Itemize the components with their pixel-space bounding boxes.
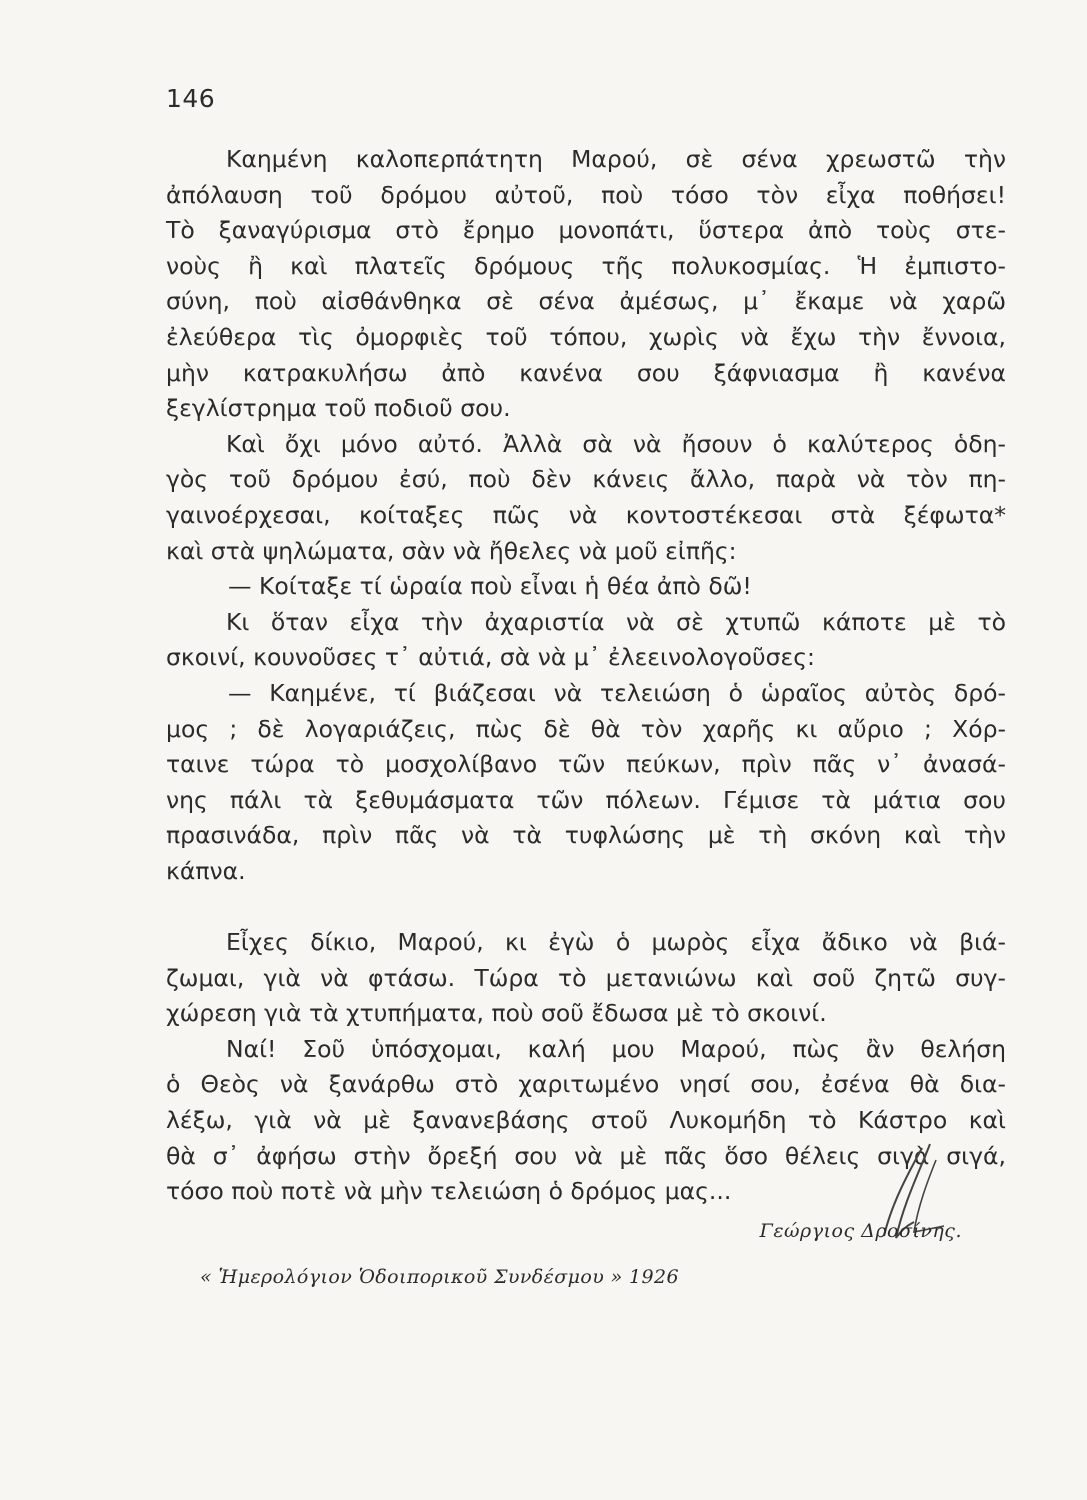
text-line: καὶ στὰ ψηλώματα, σὰν νὰ ἤθελες νὰ μοῦ εἰπῆς: xyxy=(166,536,737,565)
text-line: κάπνα. xyxy=(166,856,246,885)
text-line: Καημένη καλοπερπάτητη Μαρού, σὲ σένα χρεωστῶ τὴν xyxy=(226,145,1006,173)
text-line: Ναί! Σοῦ ὑπόσχομαι, καλή μου Μαρού, πὼς ἂν θελήση xyxy=(226,1034,1006,1063)
text-line: γαινοέρχεσαι, κοίταξες πῶς νὰ κοντοστέκεσαι στὰ ξέφωτα* xyxy=(166,500,1006,529)
text-line: ζωμαι, γιὰ νὰ φτάσω. Τώρα τὸ μετανιώνω καὶ σοῦ ζητῶ συγ- xyxy=(166,963,1006,992)
text-line: γὸς τοῦ δρόμου ἐσύ, ποὺ δὲν κάνεις ἄλλο, παρὰ νὰ τὸν πη- xyxy=(166,465,1006,494)
text-line: ὁ Θεὸς νὰ ξανάρθω στὸ χαριτωμένο νησί σου, ἐσένα θὰ δια- xyxy=(166,1070,1006,1099)
paragraph-gap xyxy=(166,889,1006,925)
text-line: θὰ σ᾿ ἀφήσω στὴν ὄρεξή σου νὰ μὲ πᾶς ὅσο θέλεις σιγὰ σιγά, xyxy=(166,1141,1006,1170)
text-line: ἀπόλαυση τοῦ δρόμου αὐτοῦ, ποὺ τόσο τὸν εἶχα ποθήσει! xyxy=(166,180,1006,209)
text-line: — Κοίταξε τί ὡραία ποὺ εἶναι ἡ θέα ἀπὸ δῶ! xyxy=(228,572,752,601)
text-line: σύνη, ποὺ αἰσθάνθηκα σὲ σένα ἀμέσως, μ᾿ ἔκαμε νὰ χαρῶ xyxy=(166,287,1006,316)
text-line: νοὺς ἢ καὶ πλατεῖς δρόμους τῆς πολυκοσμίας. Ἡ ἐμπιστο- xyxy=(166,251,1006,280)
text-line: Τὸ ξαναγύρισμα στὸ ἔρημο μονοπάτι, ὕστερα ἀπὸ τοὺς στε- xyxy=(166,216,1006,245)
text-line: πρασινάδα, πρὶν πᾶς νὰ τὰ τυφλώσης μὲ τὴ σκόνη καὶ τὴν xyxy=(166,821,1006,850)
text-line: μος ; δὲ λογαριάζεις, πὼς δὲ θὰ τὸν χαρῆς κι αὔριο ; Χόρ- xyxy=(166,714,1006,743)
text-line: Εἶχες δίκιο, Μαρού, κι ἐγὼ ὁ μωρὸς εἶχα ἄδικο νὰ βιά- xyxy=(226,928,1006,957)
text-line: ξεγλίστρημα τοῦ ποδιοῦ σου. xyxy=(166,394,511,423)
text-line: Καὶ ὄχι μόνο αὐτό. Ἀλλὰ σὰ νὰ ἤσουν ὁ καλύτερος ὁδη- xyxy=(226,429,1006,458)
page-number: 146 xyxy=(166,84,216,113)
text-line: Κι ὅταν εἶχα τὴν ἀχαριστία νὰ σὲ χτυπῶ κάποτε μὲ τὸ xyxy=(226,607,1006,636)
text-line: λέξω, γιὰ νὰ μὲ ξανανεβάσης στοῦ Λυκομήδη τὸ Κάστρο καὶ xyxy=(166,1106,1006,1135)
text-line: — Καημένε, τί βιάζεσαι νὰ τελειώση ὁ ὡραῖος αὐτὸς δρό- xyxy=(228,678,1006,707)
text-line: μὴν κατρακυλήσω ἀπὸ κανένα σου ξάφνιασμα ἢ κανένα xyxy=(166,358,1006,387)
text-line: ἐλεύθερα τὶς ὀμορφιὲς τοῦ τόπου, χωρὶς νὰ ἔχω τὴν ἔννοια, xyxy=(166,322,1006,351)
signature-block xyxy=(600,1180,980,1260)
text-line: σκοινί, κουνοῦσες τ᾿ αὐτιά, σὰ νὰ μ᾿ ἐλεεινολογοῦσες: xyxy=(166,643,815,672)
text-line: χώρεση γιὰ τὰ χτυπήματα, ποὺ σοῦ ἔδωσα μὲ τὸ σκοινί. xyxy=(166,999,827,1028)
signature-author: Γεώργιος Δροσίνης. xyxy=(759,1220,962,1242)
body-text xyxy=(166,142,1006,1210)
text-line: ταινε τώρα τὸ μοσχολίβανο τῶν πεύκων, πρὶν πᾶς ν᾿ ἀνασά- xyxy=(166,750,1006,779)
source-citation: « Ἡμερολόγιον Ὁδοιπορικοῦ Συνδέσμου » 1926 xyxy=(200,1266,680,1288)
text-line: νης πάλι τὰ ξεθυμάσματα τῶν πόλεων. Γέμισε τὰ μάτια σου xyxy=(166,785,1006,814)
text-line: τόσο ποὺ ποτὲ νὰ μὴν τελειώση ὁ δρόμος μας... xyxy=(166,1177,732,1206)
